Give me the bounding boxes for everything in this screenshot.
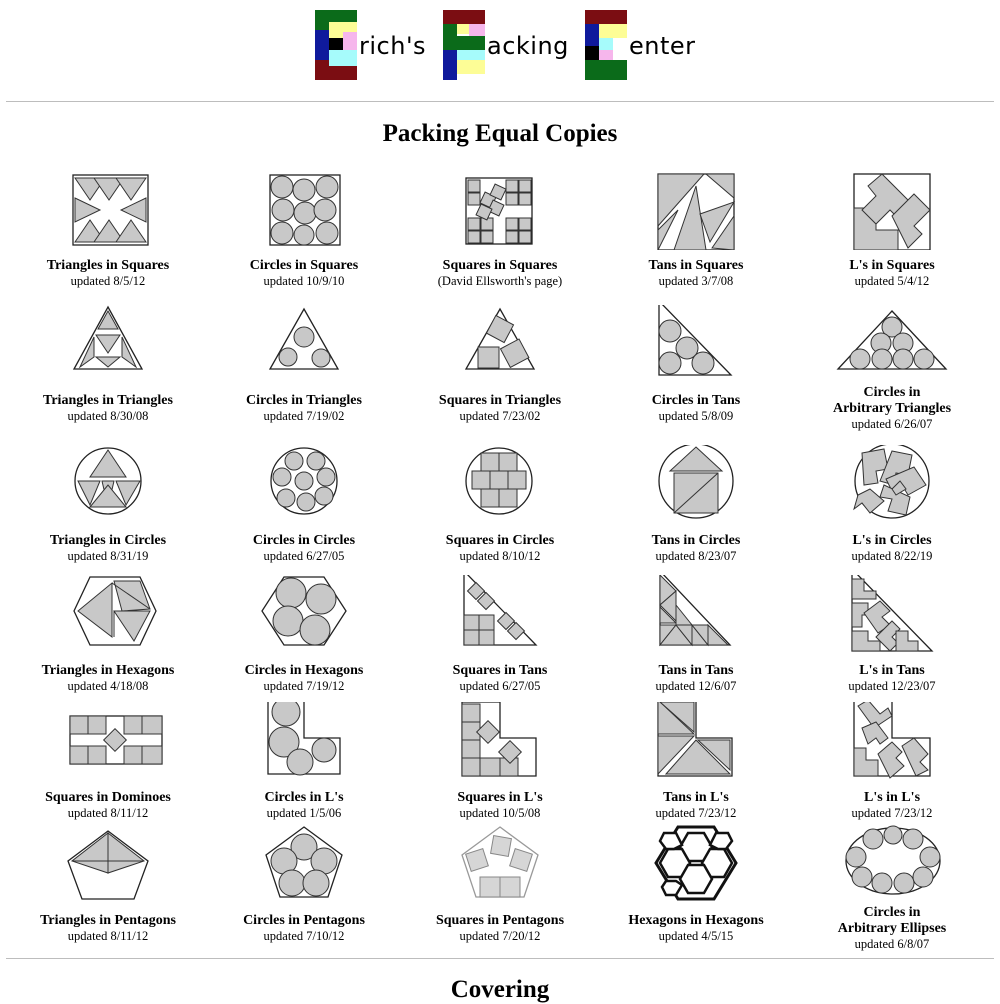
- item-title[interactable]: L's in L's: [863, 790, 921, 805]
- item-title[interactable]: Circles in Triangles: [246, 393, 362, 408]
- item-updated: updated 8/10/12: [459, 549, 541, 563]
- letter-c-block-icon: [585, 10, 627, 80]
- grid-item[interactable]: [204, 575, 404, 693]
- ls-in-circles-icon: [792, 445, 992, 525]
- item-updated: updated 8/11/12: [67, 929, 149, 943]
- item-title[interactable]: Circles in: [863, 905, 921, 920]
- item-updated: updated 8/22/19: [851, 549, 933, 563]
- grid-item[interactable]: [8, 170, 208, 288]
- header-divider: [6, 101, 994, 102]
- item-updated: updated 12/23/07: [848, 679, 936, 693]
- item-title[interactable]: Triangles in Triangles: [43, 393, 173, 408]
- grid-item[interactable]: [792, 445, 992, 563]
- item-title[interactable]: Squares in Triangles: [438, 393, 562, 408]
- grid-item[interactable]: [792, 702, 992, 820]
- item-title[interactable]: Tans in Squares: [648, 258, 744, 273]
- grid-item[interactable]: [792, 305, 992, 431]
- ls-in-tans-icon: [792, 575, 992, 655]
- tans-in-tans-icon: [596, 575, 796, 655]
- site-header: [0, 0, 1000, 100]
- squares-in-dominoes-icon: [8, 702, 208, 782]
- item-updated: updated 4/5/15: [658, 929, 734, 943]
- item-title[interactable]: L's in Tans: [859, 663, 925, 678]
- item-title[interactable]: Tans in Tans: [658, 663, 734, 678]
- logo-text-rich: rich's: [359, 32, 427, 60]
- grid-item[interactable]: [792, 825, 992, 951]
- grid-item[interactable]: [204, 702, 404, 820]
- grid-item[interactable]: [204, 825, 404, 943]
- logo-text-acking: acking: [487, 32, 569, 60]
- circles-in-arbitrary-ellipses-icon: [792, 825, 992, 905]
- item-title[interactable]: Circles in Circles: [252, 533, 356, 548]
- grid-item[interactable]: [400, 825, 600, 943]
- circles-in-ls-icon: [204, 702, 404, 782]
- grid-item[interactable]: [8, 702, 208, 820]
- logo-word-center: [585, 10, 696, 80]
- item-title[interactable]: Tans in L's: [663, 790, 729, 805]
- item-updated: updated 7/23/02: [459, 409, 541, 423]
- item-updated: updated 12/6/07: [655, 679, 737, 693]
- item-title[interactable]: Squares in Circles: [445, 533, 555, 548]
- squares-in-triangles-icon: [400, 305, 600, 385]
- grid-item[interactable]: [792, 575, 992, 693]
- circles-in-circles-icon: [204, 445, 404, 525]
- grid-item[interactable]: [596, 575, 796, 693]
- item-updated: updated 8/31/19: [67, 549, 149, 563]
- item-title[interactable]: Squares in Dominoes: [45, 790, 171, 805]
- squares-in-ls-icon: [400, 702, 600, 782]
- grid-item[interactable]: [8, 825, 208, 943]
- item-title[interactable]: Circles in Pentagons: [243, 913, 365, 928]
- item-title[interactable]: L's in Squares: [849, 258, 935, 273]
- grid-item[interactable]: [204, 305, 404, 423]
- grid-item[interactable]: [204, 170, 404, 288]
- circles-in-triangles-icon: [204, 305, 404, 385]
- circles-in-pentagons-icon: [204, 825, 404, 905]
- item-updated: updated 6/27/05: [459, 679, 541, 693]
- item-updated: updated 5/4/12: [854, 274, 930, 288]
- item-title[interactable]: Squares in Squares: [442, 258, 558, 273]
- item-updated: updated 5/8/09: [658, 409, 734, 423]
- item-updated: updated 7/19/02: [263, 409, 345, 423]
- grid-item[interactable]: [400, 575, 600, 693]
- item-title[interactable]: Squares in Tans: [452, 663, 548, 678]
- item-title[interactable]: Hexagons in Hexagons: [628, 913, 764, 928]
- item-updated: updated 6/27/05: [263, 549, 345, 563]
- grid-item[interactable]: [596, 702, 796, 820]
- item-title-line2[interactable]: Arbitrary Triangles: [832, 401, 952, 416]
- squares-in-tans-icon: [400, 575, 600, 655]
- item-title[interactable]: Squares in L's: [457, 790, 543, 805]
- ls-in-ls-icon: [792, 702, 992, 782]
- item-title[interactable]: Triangles in Circles: [49, 533, 167, 548]
- circles-in-hexagons-icon: [204, 575, 404, 655]
- letter-p-block-icon: [443, 10, 485, 80]
- item-updated: updated 8/5/12: [70, 274, 146, 288]
- ls-in-squares-icon: [792, 170, 992, 250]
- item-updated: updated 8/11/12: [67, 806, 149, 820]
- triangles-in-squares-icon: [8, 170, 208, 250]
- logo-text-enter: enter: [629, 32, 696, 60]
- item-updated: updated 8/23/07: [655, 549, 737, 563]
- item-title[interactable]: L's in Circles: [852, 533, 932, 548]
- triangles-in-circles-icon: [8, 445, 208, 525]
- item-updated: updated 7/10/12: [263, 929, 345, 943]
- letter-e-block-icon: [315, 10, 357, 80]
- grid-item[interactable]: [400, 305, 600, 423]
- logo-word-packing: [443, 10, 569, 80]
- logo-word-erichs: [315, 10, 426, 80]
- squares-in-squares-icon: [400, 170, 600, 250]
- item-title[interactable]: Squares in Pentagons: [435, 913, 565, 928]
- item-updated: updated 10/9/10: [263, 274, 345, 288]
- item-updated: updated 7/20/12: [459, 929, 541, 943]
- grid-item[interactable]: [8, 445, 208, 563]
- section-divider: [6, 958, 994, 959]
- item-updated: (David Ellsworth's page): [437, 274, 563, 288]
- grid-item[interactable]: [596, 305, 796, 423]
- item-title[interactable]: Tans in Circles: [651, 533, 741, 548]
- section-title-packing: Packing Equal Copies: [382, 120, 618, 147]
- item-title[interactable]: Circles in: [863, 385, 921, 400]
- grid-item[interactable]: [792, 170, 992, 288]
- item-title[interactable]: Triangles in Hexagons: [41, 663, 175, 678]
- grid-item[interactable]: [204, 445, 404, 563]
- circles-in-tans-icon: [596, 305, 796, 385]
- item-updated: updated 8/30/08: [67, 409, 149, 423]
- circles-in-arbitrary-triangles-icon: [792, 305, 992, 385]
- item-updated: updated 7/23/12: [851, 806, 933, 820]
- triangles-in-hexagons-icon: [8, 575, 208, 655]
- tans-in-circles-icon: [596, 445, 796, 525]
- item-title[interactable]: Triangles in Squares: [46, 258, 170, 273]
- grid-item[interactable]: [8, 575, 208, 693]
- item-title[interactable]: Circles in Hexagons: [244, 663, 364, 678]
- tans-in-ls-icon: [596, 702, 796, 782]
- item-title[interactable]: Circles in L's: [264, 790, 344, 805]
- triangles-in-pentagons-icon: [8, 825, 208, 905]
- item-updated: updated 6/8/07: [854, 937, 930, 951]
- item-updated: updated 7/19/12: [263, 679, 345, 693]
- hexagons-in-hexagons-icon: [596, 825, 796, 905]
- item-title[interactable]: Triangles in Pentagons: [40, 913, 176, 928]
- grid-item[interactable]: [8, 305, 208, 423]
- grid-item[interactable]: [400, 702, 600, 820]
- grid-item[interactable]: [596, 445, 796, 563]
- squares-in-pentagons-icon: [400, 825, 600, 905]
- triangles-in-triangles-icon: [8, 305, 208, 385]
- section-title-covering: Covering: [450, 976, 550, 1003]
- grid-item[interactable]: [400, 445, 600, 563]
- grid-item[interactable]: [400, 170, 600, 288]
- item-title-line2[interactable]: Arbitrary Ellipses: [837, 921, 947, 936]
- grid-item[interactable]: [596, 170, 796, 288]
- item-title[interactable]: Circles in Tans: [651, 393, 741, 408]
- item-title[interactable]: Circles in Squares: [249, 258, 359, 273]
- item-updated: updated 6/26/07: [851, 417, 933, 431]
- item-updated: updated 1/5/06: [266, 806, 342, 820]
- tans-in-squares-icon: [596, 170, 796, 250]
- circles-in-squares-icon: [204, 170, 404, 250]
- item-updated: updated 4/18/08: [67, 679, 149, 693]
- grid-item[interactable]: [596, 825, 796, 943]
- item-updated: updated 10/5/08: [459, 806, 541, 820]
- item-updated: updated 3/7/08: [658, 274, 734, 288]
- item-updated: updated 7/23/12: [655, 806, 737, 820]
- squares-in-circles-icon: [400, 445, 600, 525]
